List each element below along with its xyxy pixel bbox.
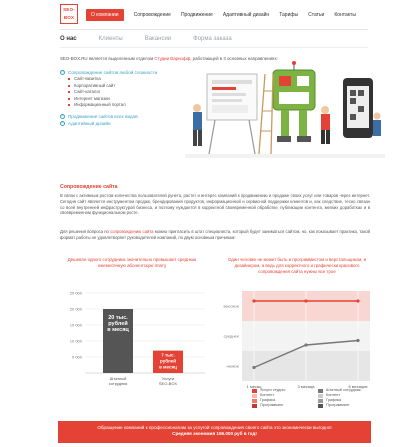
bar-value-label: 7 тыс. [161, 352, 175, 358]
service-support-label: Сопровождение сайтов любой сложности [68, 70, 158, 75]
staff-point [252, 366, 255, 369]
y-tick-label: 5 000 [71, 354, 82, 360]
legend-label: Графика [260, 398, 276, 402]
x-tick-label: Услуги [161, 376, 175, 381]
legend-label: Штатный сотрудник: [326, 388, 362, 392]
y-tick-label: 15 000 [69, 322, 82, 328]
seo-box-logo[interactable] [60, 4, 78, 24]
bar-value-label: рублей [108, 321, 128, 327]
y-tick-label: высокое [223, 303, 239, 309]
nav-articles[interactable]: Статьи [308, 12, 325, 18]
legend-swatch [252, 394, 257, 398]
nav-promotion[interactable]: Продвижение [180, 12, 213, 18]
nav-contacts[interactable]: Контакты [334, 12, 356, 18]
service-promotion-heading[interactable] [60, 113, 180, 120]
legend-item [252, 403, 286, 408]
list-item-label: Корпоративный сайт [74, 82, 116, 88]
footer-savings: Средняя экономия 156.000 руб в год! [172, 431, 257, 436]
main-nav [86, 9, 366, 21]
studio-point [304, 299, 307, 302]
legend-staff [318, 388, 362, 408]
studio-link[interactable]: Студии Варнофф [154, 56, 191, 61]
services-list [60, 69, 180, 127]
legend-swatch [318, 394, 323, 398]
subtab-divider [60, 47, 368, 48]
paragraph-1: В связи с активным ростом количества пользователей рунета, растет и интерес компаний к продвижению и продаже своих услуг или товаров через интернет. Сегодня сайт является инструментом продаж, брендирования продуктов, информационной и сервисной поддержки клиентов и, как следствие, тесно связан со всей внутренней инфраструктурой бизнеса, и поэтому нуждается в корректной своевременной обработке, публикации контента, мелких доработках и в своевременном функциональном росте. [60, 193, 370, 216]
y-tick-label: 10 000 [69, 338, 82, 344]
y-tick-label: низкое [226, 363, 239, 369]
nav-adaptive-design[interactable]: Адаптивный дизайн [222, 12, 270, 18]
expand-icon: + [61, 120, 64, 125]
legend-item [318, 403, 362, 408]
web-team-illustration [185, 56, 385, 164]
list-item [60, 102, 180, 109]
nav-tariffs[interactable]: Тарифы [279, 12, 299, 18]
service-support-heading[interactable] [60, 69, 180, 76]
expand-icon: + [61, 113, 64, 118]
legend-label: Контент [326, 393, 341, 397]
footer-line2 [58, 431, 371, 437]
x-tick-label: SEO-BOX [158, 381, 178, 386]
service-design-label: Адаптивный дизайн [68, 120, 111, 126]
legend-swatch [318, 389, 323, 393]
staff-point [356, 339, 359, 342]
logo-line1: SEO- [63, 7, 75, 12]
footer-line1: Обращение компаний к профессионалам за услугой сопровождения своего сайта это экономически выгодно! [97, 425, 332, 430]
legend-swatch [252, 389, 257, 393]
collapse-icon: − [61, 70, 64, 74]
nav-about[interactable]: О компании [86, 9, 124, 21]
bar-value-label: в месяц [107, 327, 129, 333]
x-tick-label: 1 месяц [246, 384, 262, 389]
section-title: Сопровождение сайта [60, 184, 118, 190]
y-tick-label: 20 000 [69, 306, 82, 312]
bar-value-label: рублей [160, 358, 176, 364]
sub-tabs [60, 36, 254, 42]
legend-label: Услуги студии: [260, 388, 286, 392]
cost-bar-chart [55, 285, 215, 405]
legend-swatch [252, 404, 257, 408]
intro-pre: SEO-BOX.RU является выделенным отделом [60, 56, 155, 61]
bullet-icon [68, 98, 70, 100]
list-item-label: Интернет магазин [74, 95, 110, 101]
y-tick-label: 25 000 [69, 290, 82, 296]
para2-post: можно пригласить в штат специалиста, который будет заниматься сайтом, но, как показывает практика, такой формат работы не удовлетворяет руководителей компаний, по двум основным причинам: [60, 229, 370, 240]
footer-banner [58, 421, 371, 443]
intro-post: , работающей в 3 основных направлениях: [190, 56, 278, 61]
x-tick-label: 6 месяцев [348, 384, 368, 389]
support-link[interactable]: сопровождению сайта [110, 229, 154, 234]
bullet-icon [68, 78, 70, 80]
service-promotion-label: Продвижение сайтов всех видов [68, 113, 138, 119]
chart-area [242, 291, 370, 381]
nav-support[interactable]: Сопровождение [133, 12, 171, 18]
bullet-icon [68, 104, 70, 106]
list-item-label: Сайт-каталог [74, 89, 101, 94]
bullet-icon [68, 85, 70, 87]
tab-order-form[interactable]: Форма заказа [193, 36, 232, 42]
list-item-label: Информационный портал [74, 102, 126, 107]
logo-line2: BOX [63, 15, 75, 20]
x-tick-label: Штатный [109, 376, 127, 381]
paragraph-2 [60, 229, 370, 241]
studio-point [252, 299, 255, 302]
studio-point [356, 299, 359, 302]
legend-label: Программинг [260, 403, 284, 407]
legend-label: Графика [326, 398, 342, 402]
list-item-label: Сайт-визитка [74, 76, 101, 81]
bar-value-label: в месяц [159, 364, 177, 370]
left-chart-title: Дешевле одного сотрудника значительно превышает среднюю ежемесячную абонентскую плату [67, 257, 197, 268]
header-divider [60, 29, 368, 30]
legend-label: Программинг [326, 403, 350, 407]
y-tick-label: среднее [223, 333, 239, 339]
para2-pre: Для решения вопроса по [60, 229, 111, 234]
right-chart-title: Один человек не может быть и программистом и верстальщиком, и дизайнером, а ведь для корректного и графически красивого сопровождения сайта нужны все трое [227, 257, 367, 274]
tab-about-us[interactable]: О нас [60, 36, 77, 42]
legend-swatch [318, 404, 323, 408]
staff-point [304, 343, 307, 346]
legend-studio [252, 388, 286, 408]
service-design-heading[interactable] [60, 120, 180, 127]
header [0, 0, 420, 30]
x-tick-label: сотрудник [108, 381, 128, 386]
legend-swatch [318, 399, 323, 403]
legend-label: Контент [260, 393, 275, 397]
tab-vacancies[interactable]: Вакансии [144, 36, 172, 42]
bar-value-label: 20 тыс. [108, 315, 128, 321]
x-tick-label: 3 месяца [297, 384, 315, 389]
tab-clients[interactable]: Клиенты [98, 36, 123, 42]
bullet-icon [68, 91, 70, 93]
legend-swatch [252, 399, 257, 403]
